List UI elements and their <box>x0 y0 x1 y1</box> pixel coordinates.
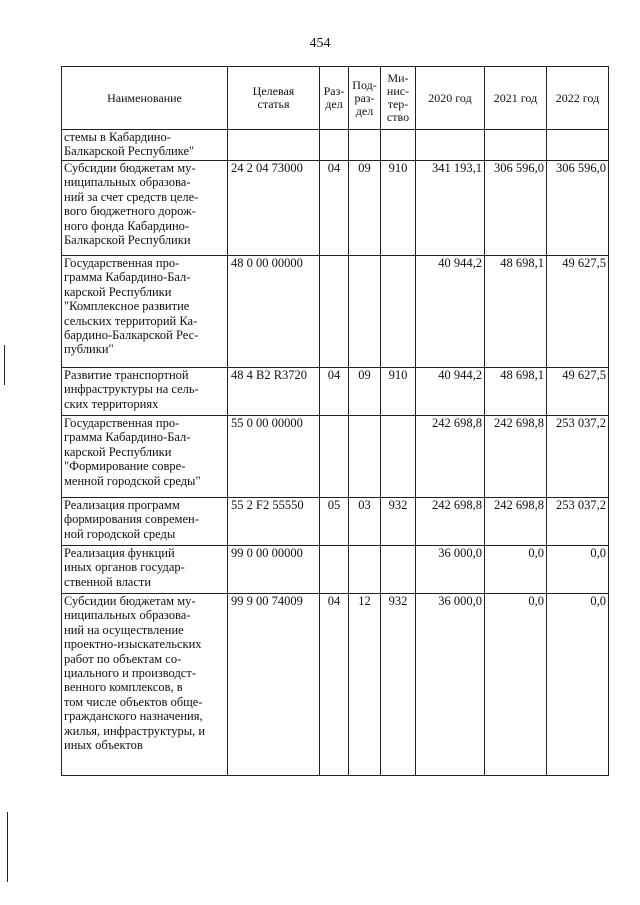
row-section: 05 <box>320 498 349 546</box>
row-name: Реализация программ формирования современ- ной городской среды <box>62 498 228 546</box>
table-row <box>62 498 609 546</box>
row-value-2021: 242 698,8 <box>485 498 547 546</box>
row-code: 48 0 00 00000 <box>228 256 320 368</box>
row-value-2020 <box>416 130 485 161</box>
row-value-2021: 306 596,0 <box>485 161 547 256</box>
row-ministry: 932 <box>381 498 416 546</box>
budget-table <box>61 66 609 776</box>
table-row <box>62 416 609 498</box>
row-code: 99 0 00 00000 <box>228 546 320 594</box>
scan-edge-mark <box>4 345 5 385</box>
row-ministry <box>381 130 416 161</box>
page-number: 454 <box>309 36 331 51</box>
row-section <box>320 130 349 161</box>
row-ministry: 910 <box>381 161 416 256</box>
row-value-2020: 242 698,8 <box>416 416 485 498</box>
row-value-2022: 49 627,5 <box>547 368 609 416</box>
row-value-2021: 48 698,1 <box>485 256 547 368</box>
row-value-2020: 40 944,2 <box>416 256 485 368</box>
table-row <box>62 130 609 161</box>
table-row <box>62 161 609 256</box>
row-code: 55 0 00 00000 <box>228 416 320 498</box>
row-ministry <box>381 256 416 368</box>
row-value-2020: 242 698,8 <box>416 498 485 546</box>
row-section: 04 <box>320 594 349 776</box>
table-row <box>62 368 609 416</box>
row-name: Развитие транспортной инфраструктуры на сель- ских территориях <box>62 368 228 416</box>
row-name: Субсидии бюджетам му- ниципальных образова- ний на осуществление проектно-изыскательских работ по объектам со- циального и производст- венного комплексов, в том числе объектов обще- гражданского назначения, жилья, инфраструктуры, и иных объектов <box>62 594 228 776</box>
table-row <box>62 594 609 776</box>
row-value-2021: 48 698,1 <box>485 368 547 416</box>
row-value-2020: 36 000,0 <box>416 594 485 776</box>
row-name: Реализация функций иных органов государ- ственной власти <box>62 546 228 594</box>
row-value-2021: 0,0 <box>485 594 547 776</box>
row-value-2022: 49 627,5 <box>547 256 609 368</box>
row-subsection <box>349 546 381 594</box>
row-section <box>320 256 349 368</box>
row-value-2022: 0,0 <box>547 594 609 776</box>
table-row <box>62 256 609 368</box>
row-name: стемы в Кабардино- Балкарской Республике" <box>62 130 228 161</box>
row-name: Государственная про- грамма Кабардино-Бал- карской Республики "Комплексное развитие сельских территорий Ка- бардино-Балкарской Рес- публики" <box>62 256 228 368</box>
row-value-2020: 36 000,0 <box>416 546 485 594</box>
table-row <box>62 546 609 594</box>
row-value-2022 <box>547 130 609 161</box>
row-value-2022: 306 596,0 <box>547 161 609 256</box>
row-ministry: 932 <box>381 594 416 776</box>
row-ministry <box>381 416 416 498</box>
row-section: 04 <box>320 161 349 256</box>
row-code: 55 2 F2 55550 <box>228 498 320 546</box>
row-subsection <box>349 256 381 368</box>
row-subsection: 03 <box>349 498 381 546</box>
row-code <box>228 130 320 161</box>
row-subsection <box>349 416 381 498</box>
row-name: Субсидии бюджетам му- ниципальных образова- ний за счет средств целе- вого бюджетного дорож- ного фонда Кабардино- Балкарской Республики <box>62 161 228 256</box>
row-value-2022: 253 037,2 <box>547 416 609 498</box>
header-name: Наименование <box>62 67 228 130</box>
row-code: 24 2 04 73000 <box>228 161 320 256</box>
row-value-2022: 0,0 <box>547 546 609 594</box>
row-subsection: 09 <box>349 161 381 256</box>
header-subsection: Под- раз- дел <box>349 67 381 130</box>
row-subsection: 12 <box>349 594 381 776</box>
row-name: Государственная про- грамма Кабардино-Бал- карской Республики "Формирование совре- менной городской среды" <box>62 416 228 498</box>
row-ministry: 910 <box>381 368 416 416</box>
row-subsection: 09 <box>349 368 381 416</box>
header-section: Раз- дел <box>320 67 349 130</box>
row-section: 04 <box>320 368 349 416</box>
row-code: 48 4 B2 R3720 <box>228 368 320 416</box>
row-value-2020: 341 193,1 <box>416 161 485 256</box>
row-ministry <box>381 546 416 594</box>
row-value-2020: 40 944,2 <box>416 368 485 416</box>
header-2021: 2021 год <box>485 67 547 130</box>
row-subsection <box>349 130 381 161</box>
row-section <box>320 416 349 498</box>
header-ministry: Ми- нис- тер- ство <box>381 67 416 130</box>
table-header-row <box>62 67 609 130</box>
header-2022: 2022 год <box>547 67 609 130</box>
row-code: 99 9 00 74009 <box>228 594 320 776</box>
header-target-article: Целевая статья <box>228 67 320 130</box>
header-2020: 2020 год <box>416 67 485 130</box>
row-section <box>320 546 349 594</box>
row-value-2021: 0,0 <box>485 546 547 594</box>
row-value-2022: 253 037,2 <box>547 498 609 546</box>
scan-edge-mark <box>7 812 8 882</box>
row-value-2021 <box>485 130 547 161</box>
row-value-2021: 242 698,8 <box>485 416 547 498</box>
